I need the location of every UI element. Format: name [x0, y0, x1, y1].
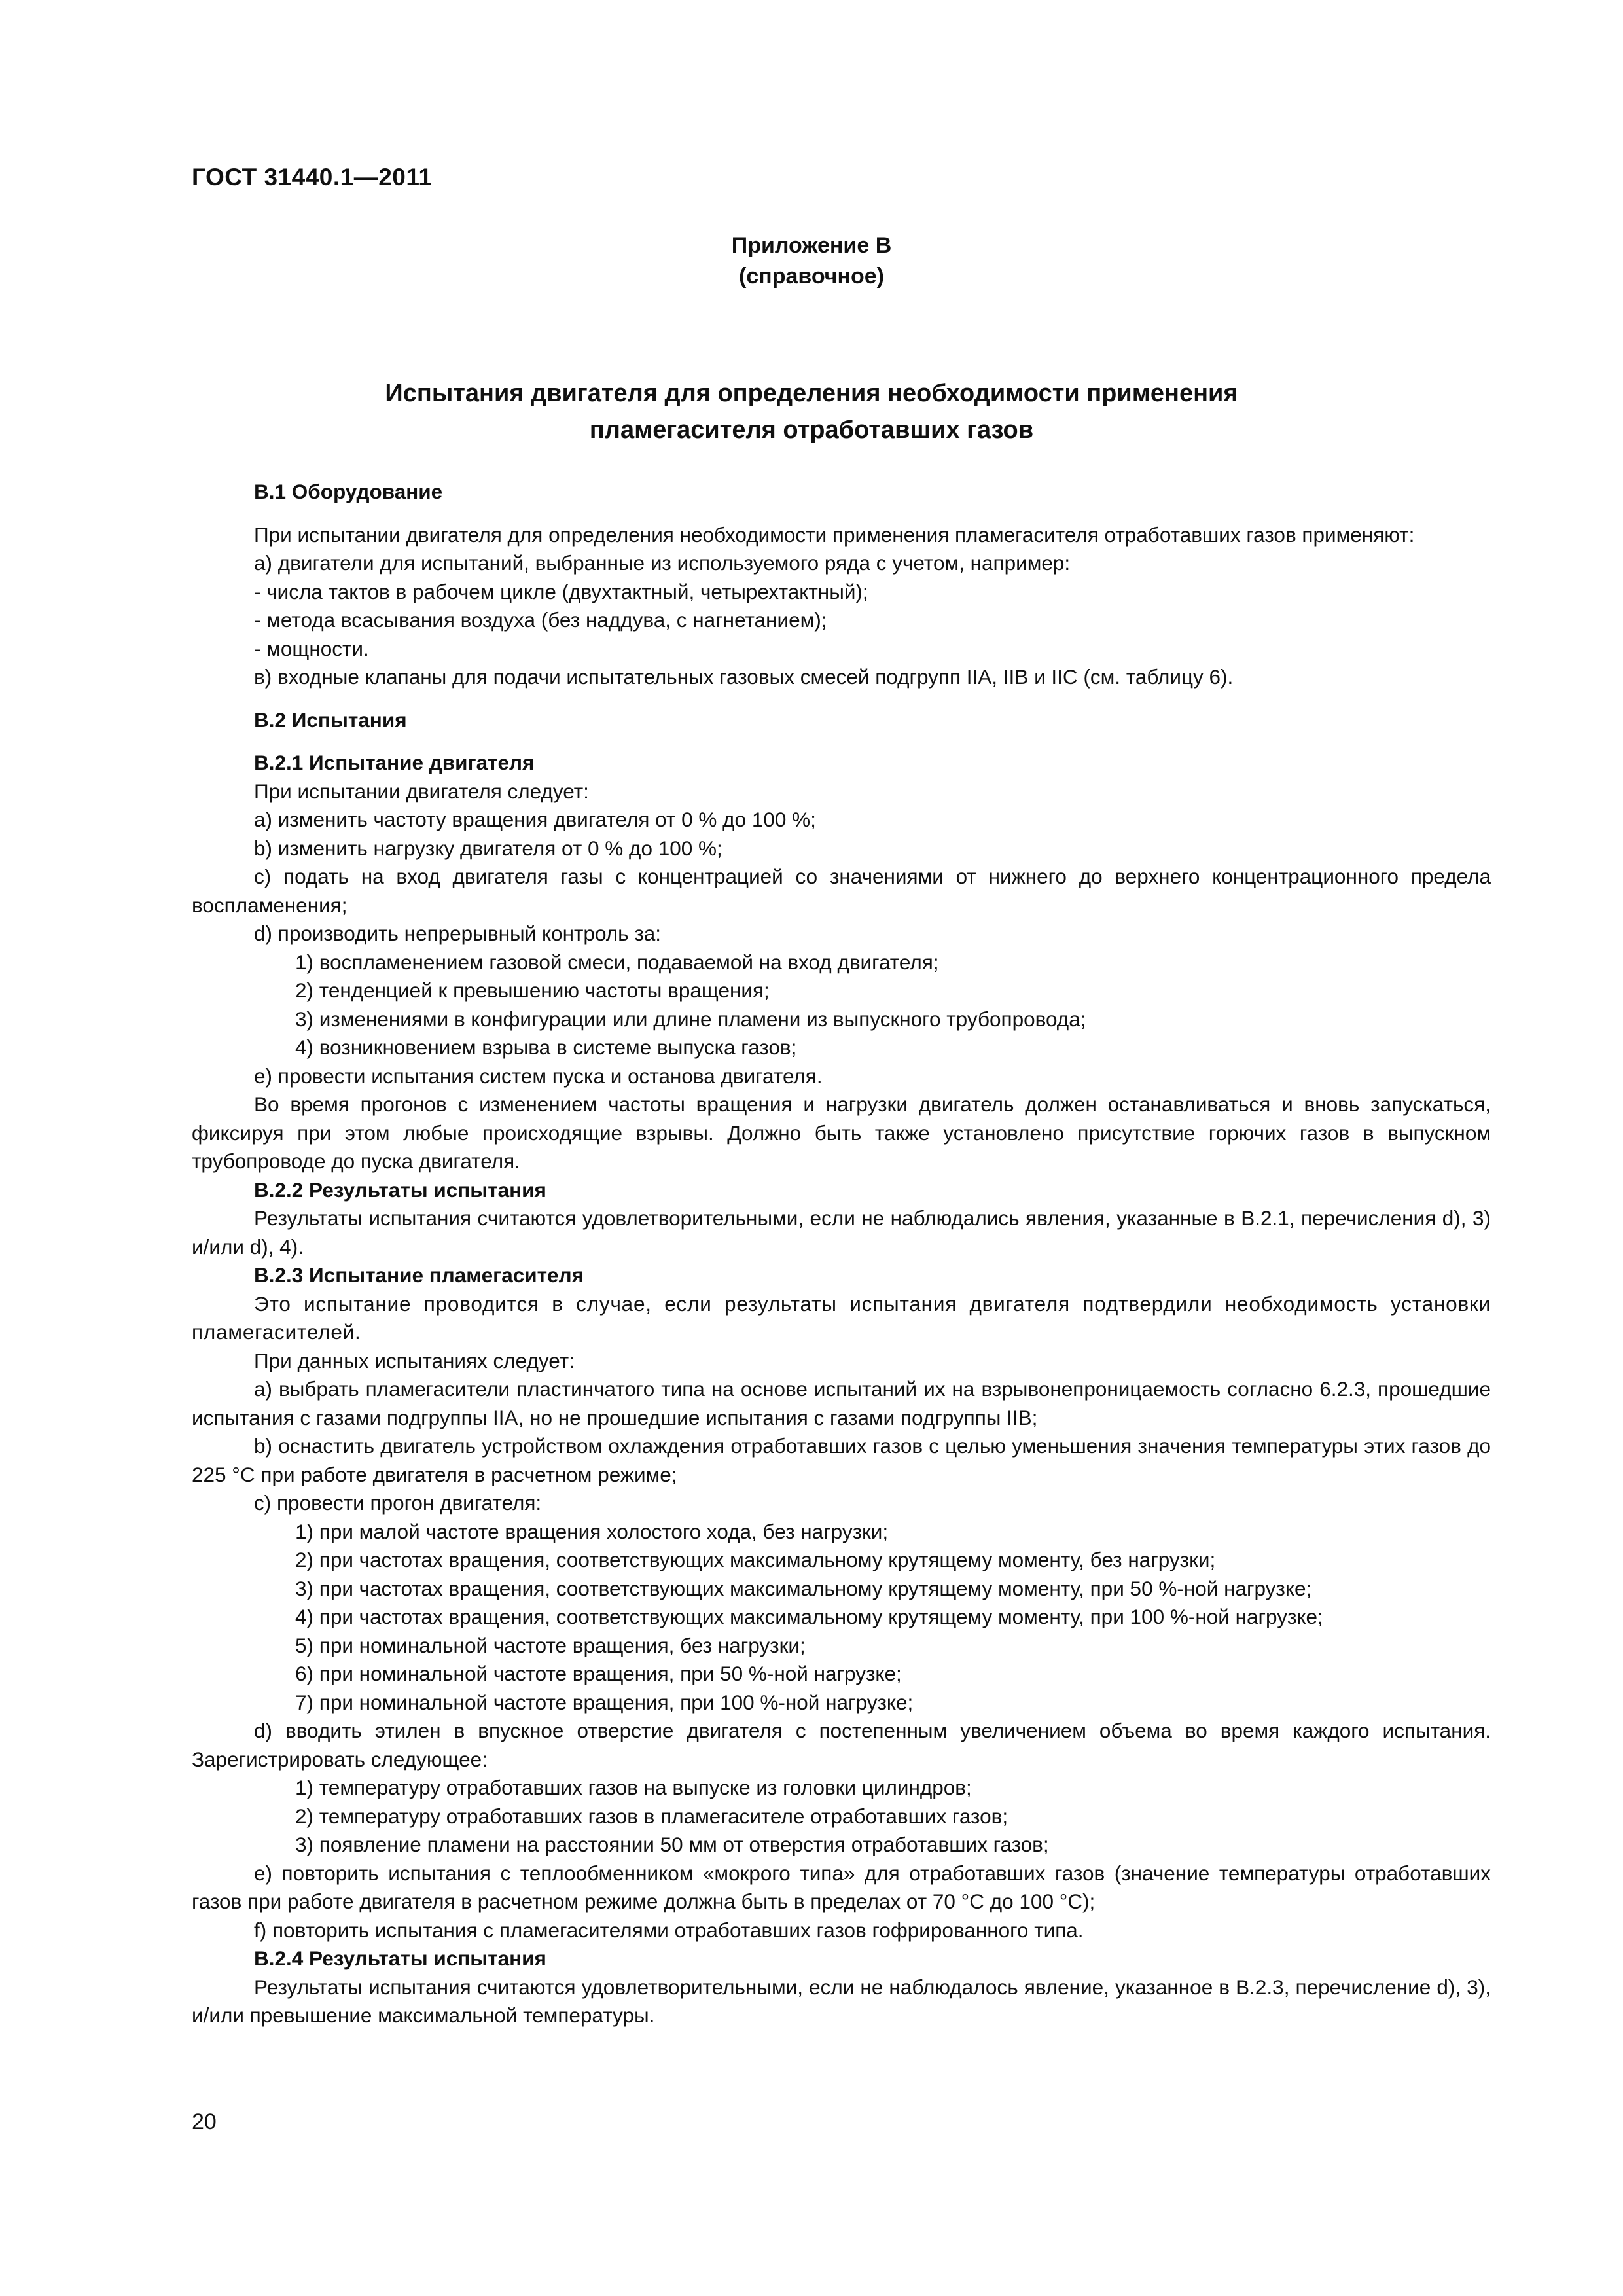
sub-list-item: 1) при малой частоте вращения холостого хода, без нагрузки; — [295, 1519, 889, 1543]
section-heading-b21: В.2.1 Испытание двигателя — [254, 751, 535, 774]
sub-list-item: 5) при номинальной частоте вращения, без нагрузки; — [295, 1633, 806, 1657]
section-heading-b23: В.2.3 Испытание пламегасителя — [254, 1263, 584, 1287]
sub-list-item: 7) при номинальной частоте вращения, при 100 %-ной нагрузке; — [295, 1690, 914, 1714]
sub-list-item: 3) изменениями в конфигурации или длине пламени из выпускного трубопровода; — [295, 1007, 1086, 1031]
annex-main-title — [0, 375, 1623, 448]
sub-list-item: 4) при частотах вращения, соответствующих максимальному крутящему моменту, при 100 %-ной нагрузке; — [295, 1605, 1323, 1628]
section-heading-b1: В.1 Оборудование — [254, 480, 443, 503]
list-item: d) вводить этилен в впускное отверстие двигателя с постепенным увеличением объема во время каждого испытания. Зарегистрировать следующее: — [192, 1719, 1491, 1771]
list-item: а) выбрать пламегасители пластинчатого типа на основе испытаний их на взрывонепроницаемость согласно 6.2.3, прошедшие испытания с газами подгруппы IIA, но не прошедшие испытания с газами подгруппы IIB; — [192, 1377, 1491, 1429]
annex-heading — [0, 230, 1623, 292]
sub-list-item: 4) возникновением взрыва в системе выпуска газов; — [295, 1035, 797, 1059]
list-item: с) подать на вход двигателя газы с концентрацией со значениями от нижнего до верхнего концентрационного предела воспламенения; — [192, 865, 1491, 917]
list-item: а) изменить частоту вращения двигателя от 0 % до 100 %; — [254, 808, 816, 831]
list-item: f) повторить испытания с пламегасителями отработавших газов гофрированного типа. — [254, 1918, 1084, 1942]
list-item: - мощности. — [254, 636, 369, 660]
list-item: d) производить непрерывный контроль за: — [254, 922, 662, 945]
list-item: b) оснастить двигатель устройством охлаждения отработавших газов с целью уменьшения значения температуры этих газов до 225 °С при работе двигателя в расчетном режиме; — [192, 1434, 1491, 1486]
sub-list-item: 1) температуру отработавших газов на выпуске из головки цилиндров; — [295, 1776, 972, 1799]
list-item: а) двигатели для испытаний, выбранные из используемого ряда с учетом, например: — [254, 551, 1071, 575]
document-body — [192, 478, 1491, 2030]
sub-list-item: 6) при номинальной частоте вращения, при 50 %-ной нагрузке; — [295, 1662, 902, 1685]
list-item: - числа тактов в рабочем цикле (двухтактный, четырехтактный); — [254, 579, 868, 603]
list-item: - метода всасывания воздуха (без наддува, с нагнетанием); — [254, 608, 827, 632]
sub-list-item: 2) тенденцией к превышению частоты вращения; — [295, 978, 770, 1002]
section-heading-b24: В.2.4 Результаты испытания — [254, 1946, 546, 1970]
list-item: е) провести испытания систем пуска и останова двигателя. — [254, 1064, 823, 1088]
title-line-2: пламегасителя отработавших газов — [589, 416, 1034, 444]
sub-list-item: 2) температуру отработавших газов в пламегасителе отработавших газов; — [295, 1804, 1008, 1828]
list-item: в) входные клапаны для подачи испытательных газовых смесей подгрупп IIA, IIB и IIC (см. таблицу 6). — [254, 665, 1234, 689]
page-number: 20 — [192, 2109, 217, 2134]
paragraph: Во время прогонов с изменением частоты вращения и нагрузки двигатель должен останавливаться и вновь запускаться, фиксируя при этом любые происходящие взрывы. Должно быть также установлено присутствие горючих газов в выпускном трубопроводе до пуска двигателя. — [192, 1092, 1491, 1173]
sub-list-item: 3) при частотах вращения, соответствующих максимальному крутящему моменту, при 50 %-ной нагрузке; — [295, 1576, 1312, 1600]
annex-type: (справочное) — [738, 264, 885, 289]
section-heading-b22: В.2.2 Результаты испытания — [254, 1177, 546, 1202]
paragraph: Это испытание проводится в случае, если результаты испытания двигателя подтвердили необходимость установки пламегасителей. — [192, 1291, 1491, 1344]
list-item: b) изменить нагрузку двигателя от 0 % до 100 %; — [254, 836, 722, 860]
list-item: с) провести прогон двигателя: — [254, 1491, 542, 1515]
document-code: ГОСТ 31440.1—2011 — [192, 164, 433, 190]
title-line-1: Испытания двигателя для определения необходимости применения — [385, 380, 1238, 407]
section-heading-b2: В.2 Испытания — [254, 708, 407, 732]
sub-list-item: 1) воспламенением газовой смеси, подаваемой на вход двигателя; — [295, 950, 939, 974]
sub-list-item: 2) при частотах вращения, соответствующих максимальному крутящему моменту, без нагрузки; — [295, 1548, 1216, 1571]
paragraph: При данных испытаниях следует: — [254, 1348, 575, 1372]
paragraph: Результаты испытания считаются удовлетворительными, если не наблюдались явления, указанные в В.2.1, перечисления d), 3) и/или d), 4). — [192, 1206, 1491, 1259]
list-item: е) повторить испытания с теплообменником «мокрого типа» для отработавших газов (значение температуры отработавших газов при работе двигателя в расчетном режиме должна быть в пределах от 70 °С до 100 °С); — [192, 1861, 1491, 1913]
paragraph: Результаты испытания считаются удовлетворительными, если не наблюдалось явление, указанное в В.2.3, перечисление d), 3), и/или превышение максимальной температуры. — [192, 1975, 1491, 2027]
paragraph: При испытании двигателя для определения необходимости применения пламегасителя отработавших газов применяют: — [254, 522, 1415, 547]
annex-title: Приложение В — [731, 233, 892, 258]
paragraph: При испытании двигателя следует: — [254, 779, 589, 803]
sub-list-item: 3) появление пламени на расстоянии 50 мм от отверстия отработавших газов; — [295, 1833, 1049, 1856]
